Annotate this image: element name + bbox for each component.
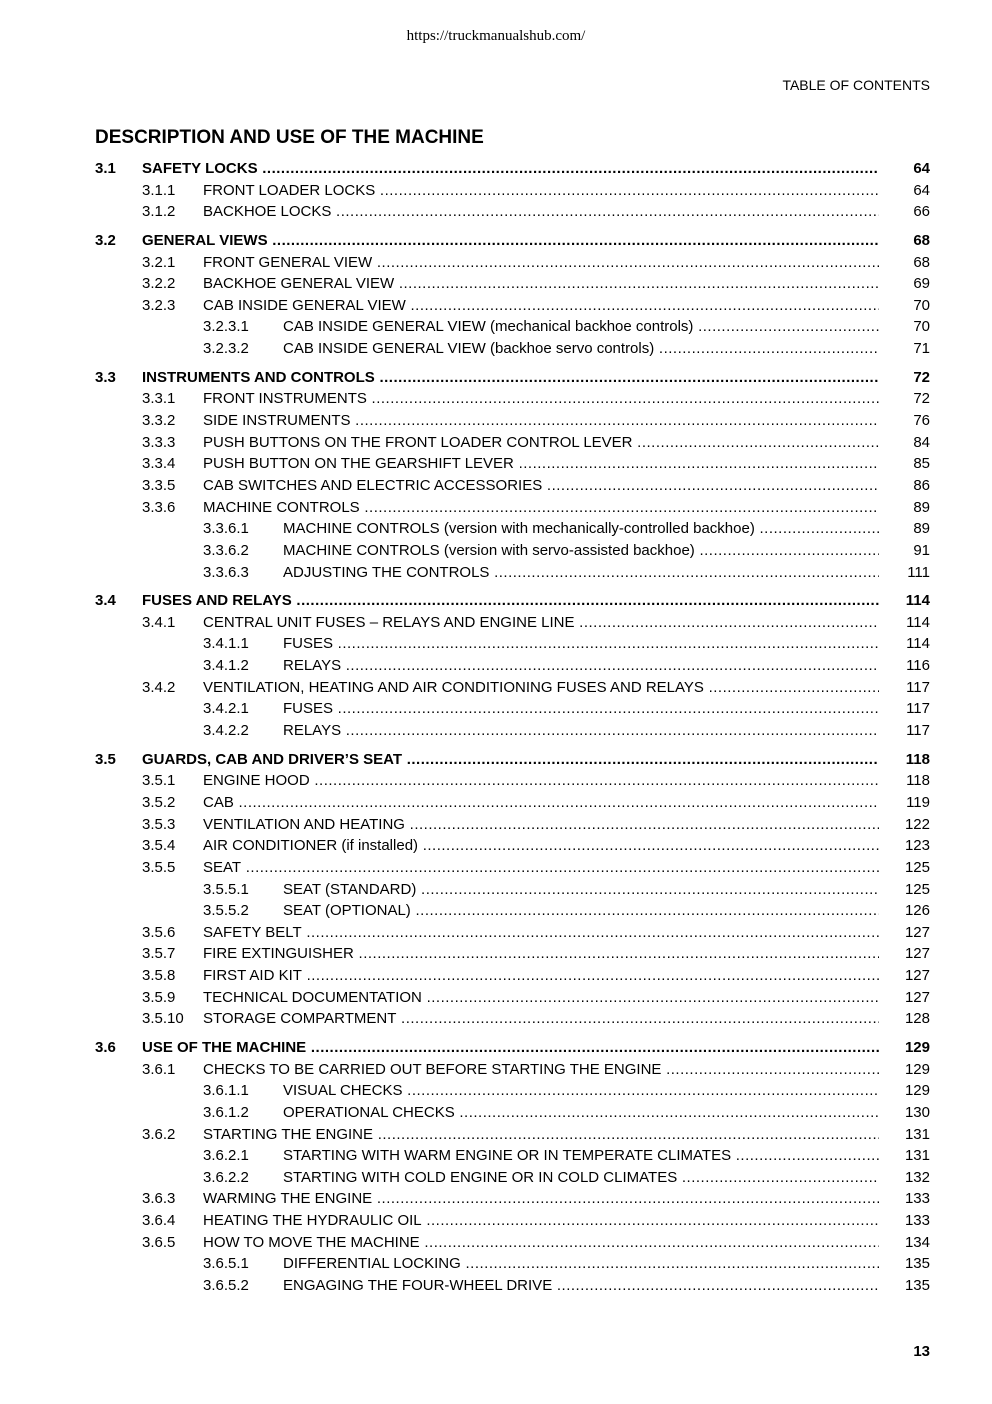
toc-entry-number: 3.3.4 <box>142 455 176 473</box>
toc-entry-title: CAB INSIDE GENERAL VIEW (backhoe servo controls) ..... <box>283 338 879 360</box>
toc-entry-number: 3.3.6.1 <box>203 520 249 538</box>
toc-entry-title: CAB SWITCHES AND ELECTRIC ACCESSORIES ..... <box>203 475 879 497</box>
toc-entry-page: 91 <box>913 541 930 559</box>
toc-entry-page: 131 <box>904 1147 930 1165</box>
toc-entry-title: BACKHOE GENERAL VIEW ..... <box>203 273 879 295</box>
toc-entry-title: FRONT LOADER LOCKS ..... <box>203 180 879 202</box>
toc-entry-title: STARTING WITH COLD ENGINE OR IN COLD CLIMATES ..... <box>283 1167 879 1189</box>
toc-entry-number: 3.5.9 <box>142 988 176 1006</box>
toc-entry-page: 117 <box>906 722 930 740</box>
toc-entry-number: 3.3.6 <box>142 498 176 516</box>
toc-entry[interactable] <box>95 252 930 274</box>
toc-entry[interactable] <box>95 900 930 922</box>
toc-entry[interactable] <box>95 1124 930 1146</box>
toc-entry[interactable] <box>95 677 930 699</box>
toc-entry-page: 64 <box>913 160 930 177</box>
toc-entry-title: HEATING THE HYDRAULIC OIL ..... <box>203 1210 879 1232</box>
toc-entry-title: ADJUSTING THE CONTROLS ..... <box>283 562 879 584</box>
toc-entry-page: 111 <box>907 563 930 581</box>
toc-entry-number: 3.2.3.2 <box>203 340 249 358</box>
toc-entry-title: SEAT (OPTIONAL) ..... <box>283 900 879 922</box>
toc-entry-number: 3.6.5 <box>142 1233 176 1251</box>
toc-entry-title: VISUAL CHECKS ..... <box>283 1080 879 1102</box>
toc-entry-page: 118 <box>906 772 930 790</box>
toc-entry[interactable] <box>95 655 930 677</box>
toc-entry-number: 3.3 <box>95 368 116 386</box>
toc-entry-page: 134 <box>904 1233 930 1251</box>
toc-entry-title: GUARDS, CAB AND DRIVER’S SEAT ..... <box>142 749 879 771</box>
toc-entry[interactable] <box>95 497 930 519</box>
toc-entry-number: 3.1.2 <box>142 203 176 221</box>
toc-entry[interactable] <box>95 987 930 1009</box>
toc-entry-number: 3.1.1 <box>142 181 176 199</box>
toc-entry-number: 3.4.1.2 <box>203 657 249 675</box>
source-url: https://truckmanualshub.com/ <box>406 28 586 44</box>
toc-entry-page: 123 <box>904 837 930 855</box>
toc-entry[interactable] <box>95 1210 930 1232</box>
toc-entry[interactable] <box>95 273 930 295</box>
toc-entry-number: 3.6.4 <box>142 1212 176 1230</box>
toc-entry-number: 3.5.3 <box>142 815 176 833</box>
toc-entry[interactable] <box>95 879 930 901</box>
toc-entry-page: 125 <box>904 880 930 898</box>
toc-entry-title: CAB INSIDE GENERAL VIEW (mechanical backhoe controls) ..... <box>283 316 879 338</box>
toc-entry[interactable] <box>95 1232 930 1254</box>
toc-entry-page: 64 <box>913 181 930 199</box>
toc-entry-page: 129 <box>904 1082 930 1100</box>
toc-entry-number: 3.3.6.2 <box>203 541 249 559</box>
toc-entry-number: 3.3.1 <box>142 390 176 408</box>
toc-entry-title: TECHNICAL DOCUMENTATION ..... <box>203 987 879 1009</box>
toc-entry-page: 71 <box>913 340 930 358</box>
toc-entry-number: 3.5.5.1 <box>203 880 249 898</box>
toc-entry-number: 3.6.5.2 <box>203 1277 249 1295</box>
toc-entry-number: 3.2.2 <box>142 275 176 293</box>
toc-entry-number: 3.4.1.1 <box>203 635 249 653</box>
toc-entry[interactable] <box>95 338 930 360</box>
toc-entry-number: 3.4 <box>95 592 116 610</box>
toc-entry[interactable] <box>95 540 930 562</box>
toc-entry-page: 126 <box>904 902 930 920</box>
toc-entry[interactable] <box>95 230 930 252</box>
toc-entry-page: 133 <box>904 1212 930 1230</box>
toc-entry[interactable] <box>95 1059 930 1081</box>
toc-entry-title: STORAGE COMPARTMENT ..... <box>203 1008 879 1030</box>
toc-entry-number: 3.6.1 <box>142 1060 176 1078</box>
toc-entry[interactable] <box>95 720 930 742</box>
toc-entry-title: STARTING THE ENGINE ..... <box>203 1124 879 1146</box>
toc-entry-page: 72 <box>913 368 930 386</box>
section-heading: DESCRIPTION AND USE OF THE MACHINE <box>95 127 484 148</box>
toc-entry-page: 116 <box>906 657 930 675</box>
toc-entry-page: 135 <box>904 1255 930 1273</box>
toc-entry-number: 3.3.3 <box>142 433 176 451</box>
toc-entry[interactable] <box>95 922 930 944</box>
toc-entry-title: MACHINE CONTROLS (version with mechanically-controlled backhoe) ..... <box>283 518 879 540</box>
toc-entry-page: 129 <box>904 1060 930 1078</box>
toc-entry-title: MACHINE CONTROLS (version with servo-assisted backhoe) ..... <box>283 540 879 562</box>
toc-entry-title: STARTING WITH WARM ENGINE OR IN TEMPERATE CLIMATES ..... <box>283 1145 879 1167</box>
page-number: 13 <box>913 1343 930 1360</box>
toc-entry-title: DIFFERENTIAL LOCKING ..... <box>283 1253 879 1275</box>
toc-entry-title: FRONT INSTRUMENTS ..... <box>203 388 879 410</box>
toc-entry[interactable] <box>95 612 930 634</box>
toc-entry-page: 117 <box>906 678 930 696</box>
toc-entry-page: 70 <box>913 318 930 336</box>
toc-entry-page: 129 <box>904 1038 930 1056</box>
toc-entry-number: 3.4.2.1 <box>203 700 249 718</box>
toc-entry-title: RELAYS ..... <box>283 655 879 677</box>
toc-entry[interactable] <box>95 1008 930 1030</box>
toc-entry-title: SAFETY BELT ..... <box>203 922 879 944</box>
toc-entry-title: RELAYS ..... <box>283 720 879 742</box>
toc-entry-number: 3.5.1 <box>142 772 176 790</box>
toc-entry-title: ENGAGING THE FOUR-WHEEL DRIVE ..... <box>283 1275 879 1297</box>
toc-entry-page: 84 <box>913 433 930 451</box>
toc-entry-page: 132 <box>904 1168 930 1186</box>
toc-entry-page: 131 <box>904 1125 930 1143</box>
toc-entry[interactable] <box>95 1080 930 1102</box>
toc-entry-number: 3.1 <box>95 160 116 177</box>
toc-entry-number: 3.3.2 <box>142 412 176 430</box>
toc-entry[interactable] <box>95 388 930 410</box>
toc-entry[interactable] <box>95 814 930 836</box>
toc-entry-title: CAB ..... <box>203 792 879 814</box>
toc-entry[interactable] <box>95 1253 930 1275</box>
toc-entry-number: 3.5.4 <box>142 837 176 855</box>
toc-entry-page: 125 <box>904 858 930 876</box>
toc-entry[interactable] <box>95 158 930 180</box>
toc-entry[interactable] <box>95 770 930 792</box>
toc-entry-title: FUSES ..... <box>283 698 879 720</box>
toc-entry-number: 3.3.6.3 <box>203 563 249 581</box>
toc-entry-page: 133 <box>904 1190 930 1208</box>
toc-entry-title: VENTILATION AND HEATING ..... <box>203 814 879 836</box>
toc-entry-number: 3.6.2 <box>142 1125 176 1143</box>
toc-entry-number: 3.6.1.2 <box>203 1103 249 1121</box>
toc-entry-page: 89 <box>913 498 930 516</box>
toc-entry[interactable] <box>95 1037 930 1059</box>
toc-entry[interactable] <box>95 943 930 965</box>
toc-entry-number: 3.6.1.1 <box>203 1082 249 1100</box>
toc-entry-page: 127 <box>904 967 930 985</box>
toc-entry-title: SAFETY LOCKS ..... <box>142 158 879 180</box>
toc-entry-title: MACHINE CONTROLS ..... <box>203 497 879 519</box>
toc-entry-number: 3.2 <box>95 231 116 249</box>
toc-entry[interactable] <box>95 316 930 338</box>
toc-entry-number: 3.6.5.1 <box>203 1255 249 1273</box>
toc-entry-title: FIRST AID KIT ..... <box>203 965 879 987</box>
toc-entry-number: 3.5.10 <box>142 1010 184 1028</box>
toc-entry[interactable] <box>95 201 930 223</box>
toc-entry-title: SEAT ..... <box>203 857 879 879</box>
toc-entry-title: CENTRAL UNIT FUSES – RELAYS AND ENGINE LINE ..... <box>203 612 879 634</box>
toc-entry[interactable] <box>95 518 930 540</box>
toc-entry-title: FUSES AND RELAYS ..... <box>142 590 879 612</box>
toc-entry-number: 3.2.1 <box>142 253 176 271</box>
toc-entry-page: 68 <box>913 253 930 271</box>
toc-entry[interactable] <box>95 698 930 720</box>
toc-entry[interactable] <box>95 410 930 432</box>
toc-entry-number: 3.6.3 <box>142 1190 176 1208</box>
toc-entry-number: 3.3.5 <box>142 476 176 494</box>
toc-entry-title: CHECKS TO BE CARRIED OUT BEFORE STARTING THE ENGINE ..... <box>203 1059 879 1081</box>
toc-entry[interactable] <box>95 453 930 475</box>
toc-entry-number: 3.5.7 <box>142 945 176 963</box>
toc-entry-number: 3.4.2.2 <box>203 722 249 740</box>
toc-entry-number: 3.6.2.2 <box>203 1168 249 1186</box>
running-header: TABLE OF CONTENTS <box>782 77 930 93</box>
toc-entry-title: VENTILATION, HEATING AND AIR CONDITIONING FUSES AND RELAYS ..... <box>203 677 879 699</box>
toc-entry-title: USE OF THE MACHINE ..... <box>142 1037 879 1059</box>
toc-entry[interactable] <box>95 432 930 454</box>
toc-entry-number: 3.5.5 <box>142 858 176 876</box>
toc-entry-title: PUSH BUTTONS ON THE FRONT LOADER CONTROL LEVER ..... <box>203 432 879 454</box>
toc-entry-title: INSTRUMENTS AND CONTROLS ..... <box>142 367 879 389</box>
toc-entry-title: OPERATIONAL CHECKS ..... <box>283 1102 879 1124</box>
toc-entry-page: 127 <box>904 945 930 963</box>
toc-entry-title: SIDE INSTRUMENTS ..... <box>203 410 879 432</box>
toc-entry-title: SEAT (STANDARD) ..... <box>283 879 879 901</box>
toc-entry[interactable] <box>95 562 930 584</box>
toc-entry-title: AIR CONDITIONER (if installed) ..... <box>203 835 879 857</box>
toc-entry-title: GENERAL VIEWS ..... <box>142 230 879 252</box>
toc-entry-page: 117 <box>906 700 930 718</box>
toc-entry-title: HOW TO MOVE THE MACHINE ..... <box>203 1232 879 1254</box>
toc-entry-title: PUSH BUTTON ON THE GEARSHIFT LEVER ..... <box>203 453 879 475</box>
toc-entry-page: 86 <box>913 476 930 494</box>
toc-entry-page: 122 <box>904 815 930 833</box>
toc-entry-number: 3.4.1 <box>142 613 176 631</box>
toc-entry[interactable] <box>95 475 930 497</box>
toc-entry[interactable] <box>95 590 930 612</box>
toc-entry-page: 68 <box>913 231 930 249</box>
toc-entry-page: 114 <box>906 613 930 631</box>
toc-entry[interactable] <box>95 1145 930 1167</box>
toc-entry[interactable] <box>95 633 930 655</box>
toc-entry-page: 70 <box>913 296 930 314</box>
toc-entry-number: 3.5.8 <box>142 967 176 985</box>
toc-entry-page: 130 <box>904 1103 930 1121</box>
toc-entry-number: 3.5.2 <box>142 793 176 811</box>
toc-entry[interactable] <box>95 1102 930 1124</box>
toc-entry-title: CAB INSIDE GENERAL VIEW ..... <box>203 295 879 317</box>
toc-entry-title: FIRE EXTINGUISHER ..... <box>203 943 879 965</box>
toc-entry-page: 127 <box>904 923 930 941</box>
toc-entry-title: FRONT GENERAL VIEW ..... <box>203 252 879 274</box>
toc-entry-title: ENGINE HOOD ..... <box>203 770 879 792</box>
table-of-contents <box>95 158 930 1297</box>
toc-entry-page: 72 <box>913 390 930 408</box>
toc-entry-number: 3.6 <box>95 1038 116 1056</box>
toc-entry-page: 89 <box>913 520 930 538</box>
toc-entry-number: 3.5.6 <box>142 923 176 941</box>
toc-entry-page: 135 <box>904 1277 930 1295</box>
toc-entry-page: 66 <box>913 203 930 221</box>
toc-entry-title: FUSES ..... <box>283 633 879 655</box>
toc-entry-number: 3.6.2.1 <box>203 1147 249 1165</box>
toc-entry-page: 118 <box>905 750 930 768</box>
toc-entry[interactable] <box>95 1275 930 1297</box>
toc-entry[interactable] <box>95 792 930 814</box>
toc-entry-page: 69 <box>913 275 930 293</box>
toc-entry[interactable] <box>95 835 930 857</box>
toc-entry[interactable] <box>95 1167 930 1189</box>
toc-entry-number: 3.5 <box>95 750 116 768</box>
toc-entry-page: 114 <box>906 635 930 653</box>
toc-entry-page: 76 <box>913 412 930 430</box>
toc-entry-page: 119 <box>906 793 930 811</box>
toc-entry-page: 85 <box>913 455 930 473</box>
toc-entry[interactable] <box>95 965 930 987</box>
toc-entry-number: 3.4.2 <box>142 678 176 696</box>
toc-entry-number: 3.5.5.2 <box>203 902 249 920</box>
toc-entry-number: 3.2.3.1 <box>203 318 249 336</box>
toc-entry-page: 127 <box>904 988 930 1006</box>
toc-entry[interactable] <box>95 295 930 317</box>
toc-entry[interactable] <box>95 367 930 389</box>
toc-entry[interactable] <box>95 1188 930 1210</box>
toc-entry-title: WARMING THE ENGINE ..... <box>203 1188 879 1210</box>
toc-entry-page: 114 <box>905 592 930 610</box>
toc-entry-title: BACKHOE LOCKS ..... <box>203 201 879 223</box>
toc-entry-page: 128 <box>904 1010 930 1028</box>
toc-entry[interactable] <box>95 857 930 879</box>
toc-entry[interactable] <box>95 749 930 771</box>
toc-entry-number: 3.2.3 <box>142 296 176 314</box>
toc-entry[interactable] <box>95 180 930 202</box>
